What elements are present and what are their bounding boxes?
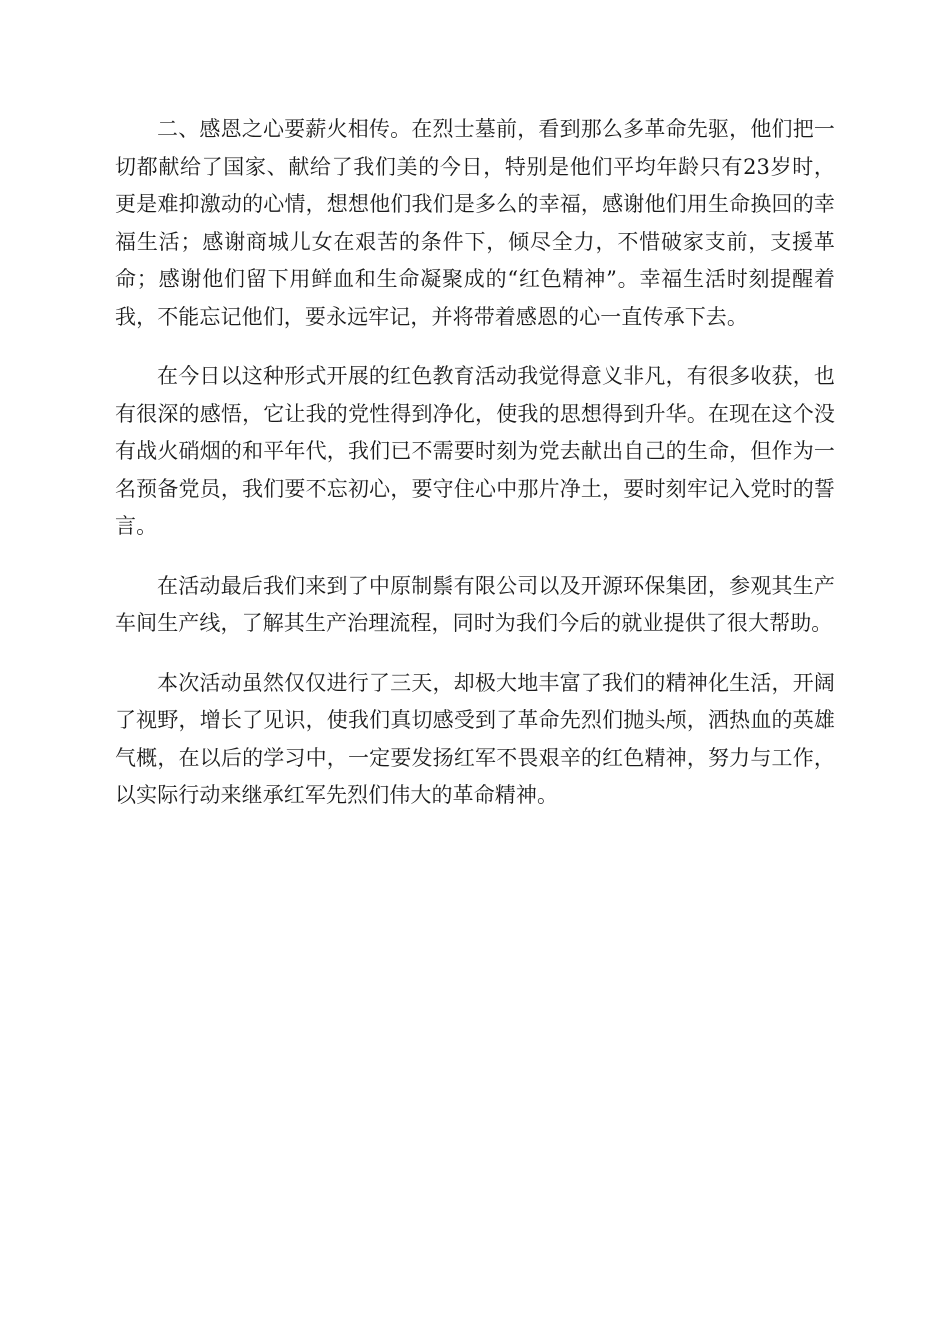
paragraph-gratitude: 二、感恩之心要薪火相传。在烈士墓前，看到那么多革命先驱，他们把一切都献给了国家、献给了我们美的今日，特别是他们平均年龄只有23岁时，更是难抑激动的心情，想想他们我们是多么的幸福，感谢他们用生命换回的幸福生活；感谢商城儿女在艰苦的条件下，倾尽全力，不惜破家支前，支援革命；感谢他们留下用鲜血和生命凝聚成的“红色精神”。幸福生活时刻提醒着我，不能忘记他们，要永远牢记，并将带着感恩的心一直传承下去。 (115, 117, 835, 329)
paragraph-company-visit: 在活动最后我们来到了中原制鬃有限公司以及开源环保集团，参观其生产车间生产线，了解其生产治理流程，同时为我们今后的就业提供了很大帮助。 (115, 573, 835, 635)
paragraph-red-education: 在今日以这种形式开展的红色教育活动我觉得意义非凡，有很多收获，也有很深的感悟，它让我的党性得到净化，使我的思想得到升华。在现在这个没有战火硝烟的和平年代，我们已不需要时刻为党去献出自己的生命，但作为一名预备党员，我们要不忘初心，要守住心中那片净土，要时刻牢记入党时的誓言。 (115, 364, 835, 538)
paragraph-conclusion: 本次活动虽然仅仅进行了三天，却极大地丰富了我们的精神化生活，开阔了视野，增长了见识，使我们真切感受到了革命先烈们抛头颅，洒热血的英雄气概，在以后的学习中，一定要发扬红军不畏艰辛的红色精神，努力与工作，以实际行动来继承红军先烈们伟大的革命精神。 (115, 670, 835, 807)
document-body (115, 111, 835, 837)
